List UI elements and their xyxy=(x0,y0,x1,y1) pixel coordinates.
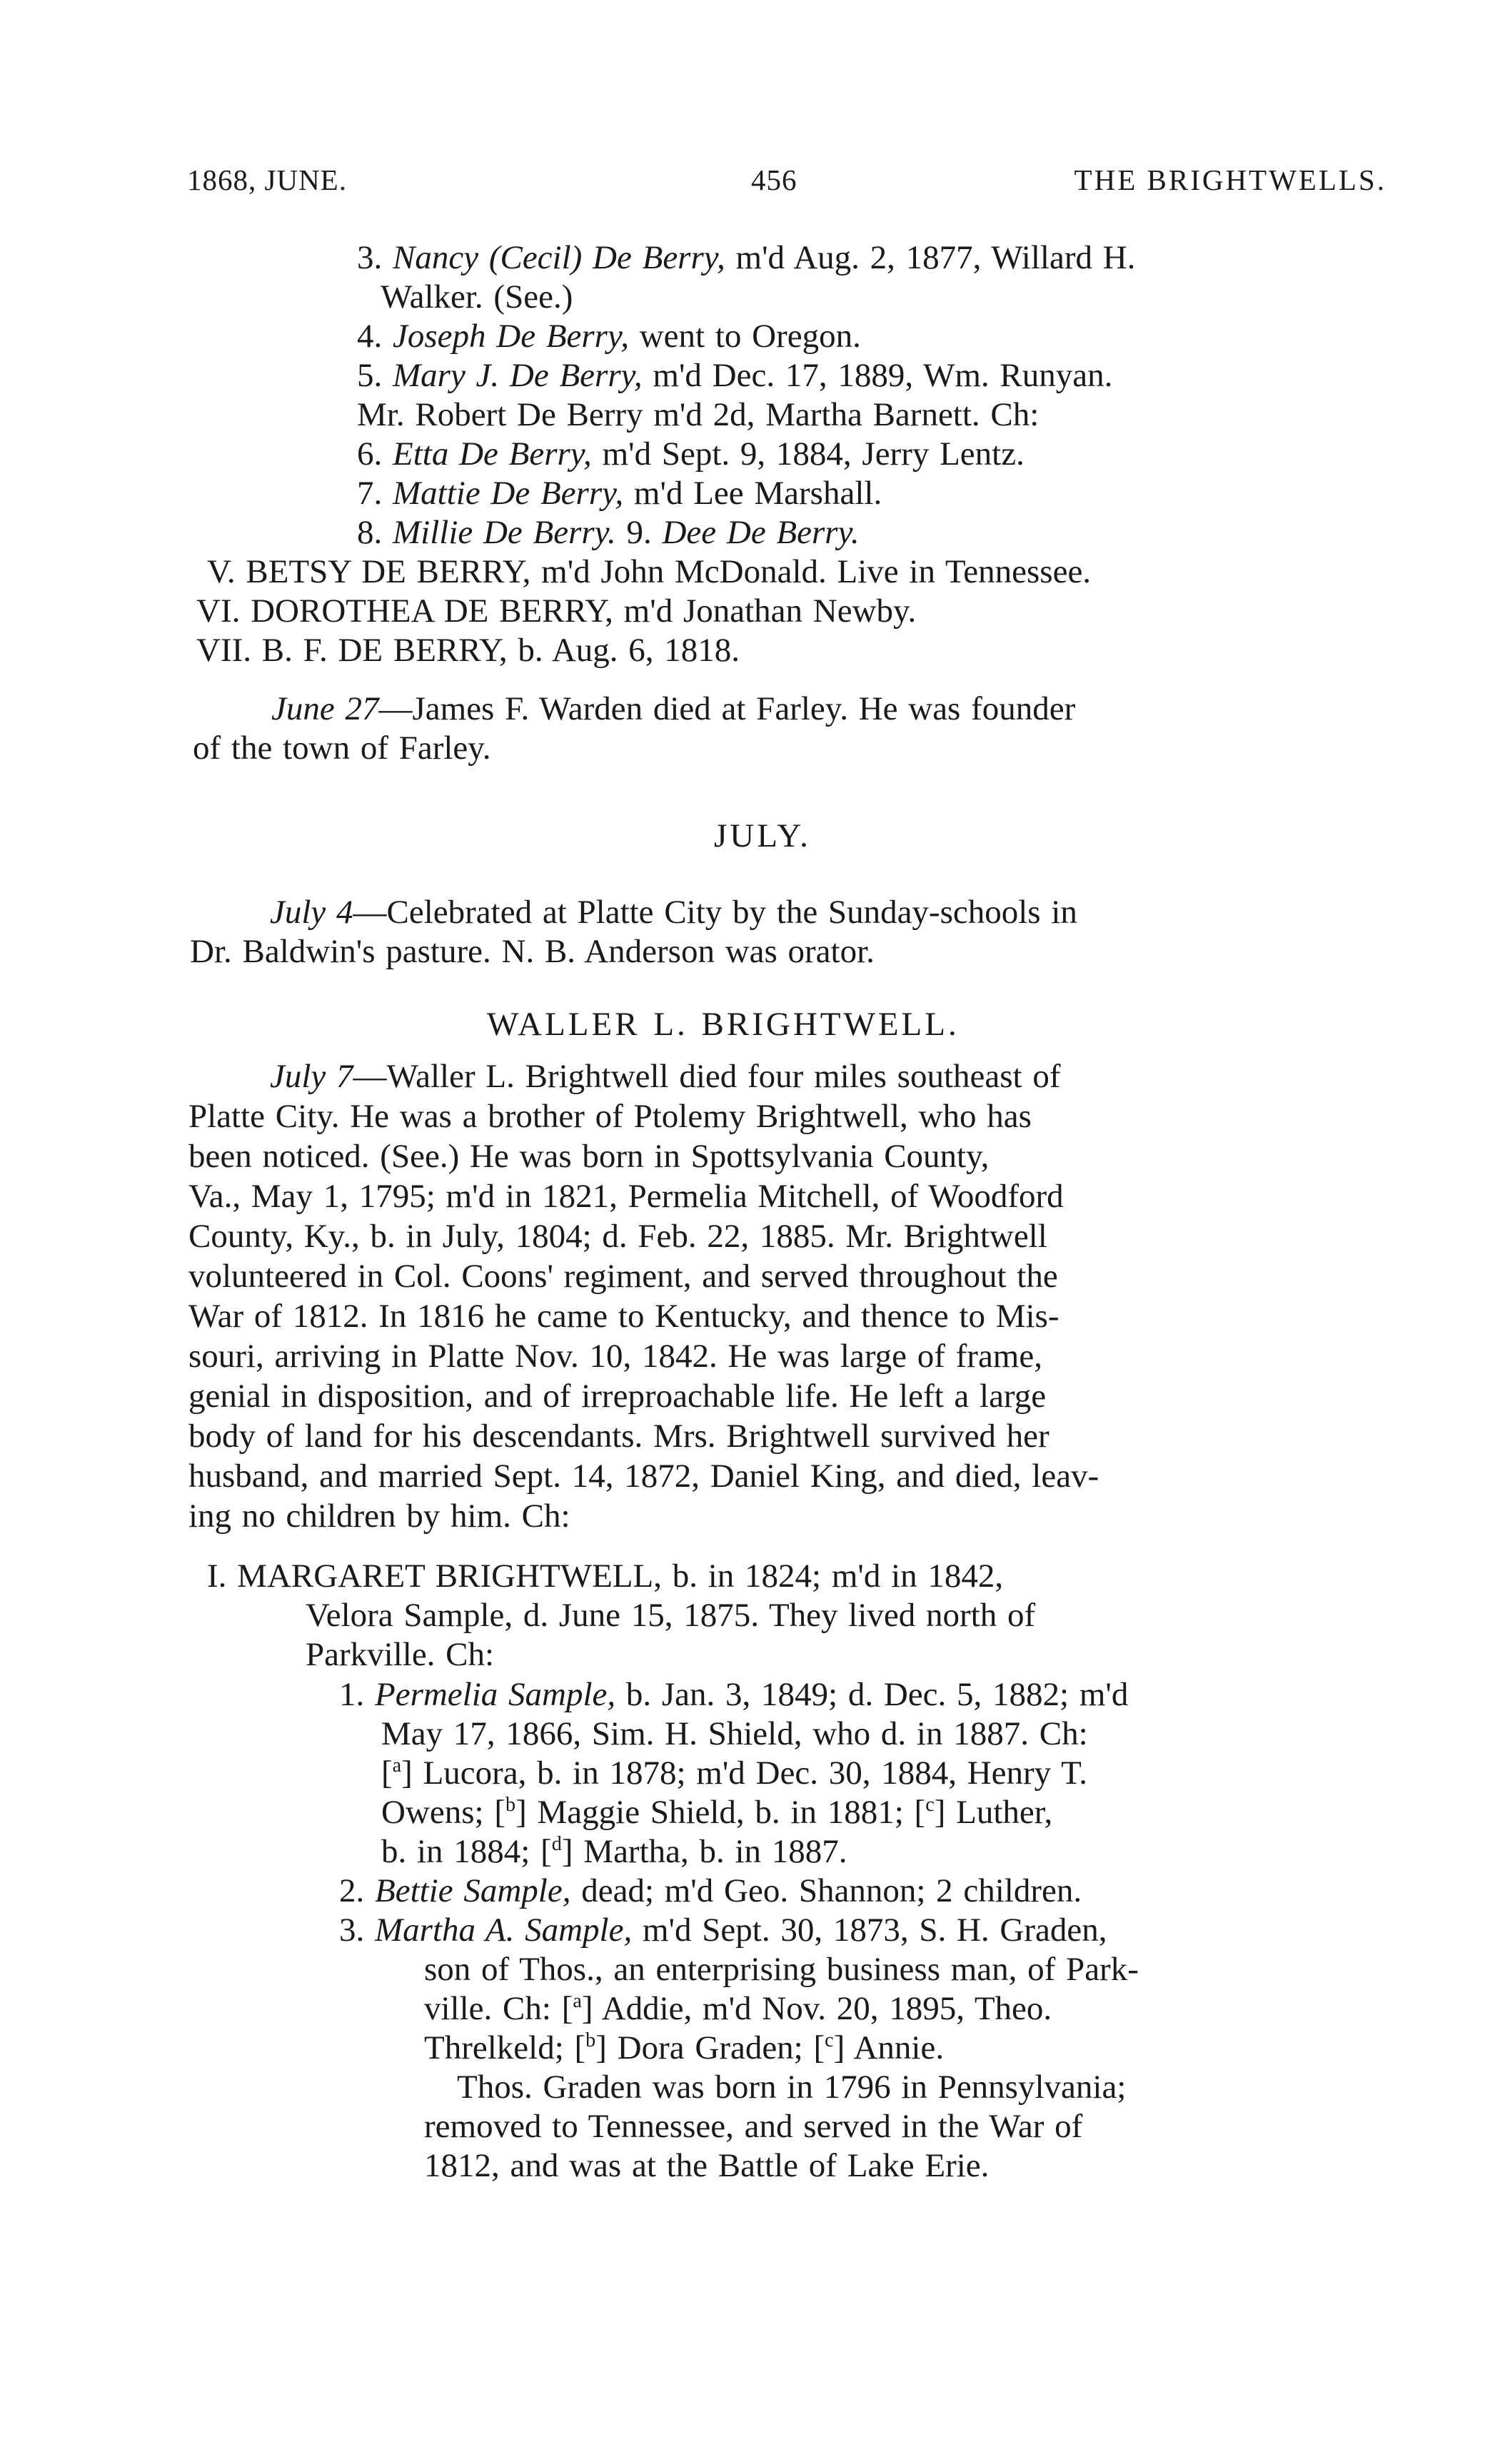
text-line: Thos. Graden was born in 1796 in Pennsylvania; xyxy=(457,2069,1127,2106)
text-line: son of Thos., an enterprising business man, of Park- xyxy=(424,1951,1139,1988)
section-heading: JULY. xyxy=(714,817,811,854)
text-line: volunteered in Col. Coons' regiment, and served throughout the xyxy=(188,1258,1058,1295)
text-line: 3. Nancy (Cecil) De Berry, m'd Aug. 2, 1877, Willard H. xyxy=(357,239,1136,276)
text-line: VII. B. F. DE BERRY, b. Aug. 6, 1818. xyxy=(196,632,740,669)
text-line: 1. Permelia Sample, b. Jan. 3, 1849; d. Dec. 5, 1882; m'd xyxy=(339,1676,1129,1713)
text-line: husband, and married Sept. 14, 1872, Daniel King, and died, leav- xyxy=(188,1458,1099,1495)
text-line: Platte City. He was a brother of Ptolemy Brightwell, who has xyxy=(188,1098,1032,1135)
text-line: County, Ky., b. in July, 1804; d. Feb. 22, 1885. Mr. Brightwell xyxy=(188,1218,1047,1255)
text-line: 5. Mary J. De Berry, m'd Dec. 17, 1889, Wm. Runyan. xyxy=(357,357,1113,394)
header-date: 1868, JUNE. xyxy=(187,163,347,196)
text-line: ing no children by him. Ch: xyxy=(188,1498,570,1535)
text-line: 7. Mattie De Berry, m'd Lee Marshall. xyxy=(357,475,882,512)
text-line: July 7—Waller L. Brightwell died four miles southeast of xyxy=(270,1058,1061,1095)
header-title: THE BRIGHTWELLS. xyxy=(1074,163,1386,196)
text-line: Threlkeld; [$^b$] Dora Graden; [$^c$] Annie. xyxy=(424,2029,945,2066)
text-line: V. BETSY DE BERRY, m'd John McDonald. Live in Tennessee. xyxy=(207,553,1092,590)
text-line: of the town of Farley. xyxy=(193,729,491,767)
text-line: body of land for his descendants. Mrs. Brightwell survived her xyxy=(188,1418,1050,1455)
text-line: 2. Bettie Sample, dead; m'd Geo. Shannon; 2 children. xyxy=(339,1872,1082,1909)
text-line: [$^a$] Lucora, b. in 1878; m'd Dec. 30, 1884, Henry T. xyxy=(381,1754,1088,1792)
text-line: Mr. Robert De Berry m'd 2d, Martha Barnett. Ch: xyxy=(357,396,1040,433)
text-line: 6. Etta De Berry, m'd Sept. 9, 1884, Jerry Lentz. xyxy=(357,435,1025,473)
text-line: Parkville. Ch: xyxy=(306,1636,495,1673)
text-line: Dr. Baldwin's pasture. N. B. Anderson was orator. xyxy=(190,933,875,970)
text-line: Va., May 1, 1795; m'd in 1821, Permelia Mitchell, of Woodford xyxy=(188,1178,1064,1215)
text-line: b. in 1884; [$^d$] Martha, b. in 1887. xyxy=(381,1833,847,1870)
text-line: Velora Sample, d. June 15, 1875. They lived north of xyxy=(306,1597,1036,1634)
text-line: I. MARGARET BRIGHTWELL, b. in 1824; m'd in 1842, xyxy=(207,1557,1004,1595)
text-line: 8. Millie De Berry. 9. Dee De Berry. xyxy=(357,514,860,551)
text-line: July 4—Celebrated at Platte City by the Sunday-schools in xyxy=(270,894,1077,931)
running-header xyxy=(187,163,1386,206)
text-line: War of 1812. In 1816 he came to Kentucky, and thence to Mis- xyxy=(188,1298,1059,1335)
text-line: genial in disposition, and of irreproachable life. He left a large xyxy=(188,1378,1047,1415)
section-heading: WALLER L. BRIGHTWELL. xyxy=(487,1006,960,1043)
text-line: been noticed. (See.) He was born in Spottsylvania County, xyxy=(188,1138,990,1175)
text-line: souri, arriving in Platte Nov. 10, 1842. He was large of frame, xyxy=(188,1338,1042,1375)
text-line: Walker. (See.) xyxy=(381,278,573,315)
text-line: VI. DOROTHEA DE BERRY, m'd Jonathan Newby. xyxy=(196,592,917,630)
text-line: Owens; [$^b$] Maggie Shield, b. in 1881; [$^c$] Luther, xyxy=(381,1794,1053,1831)
text-line: removed to Tennessee, and served in the War of xyxy=(424,2108,1083,2145)
text-line: ville. Ch: [$^a$] Addie, m'd Nov. 20, 1895, Theo. xyxy=(424,1990,1052,2027)
text-line: 4. Joseph De Berry, went to Oregon. xyxy=(357,318,861,355)
text-line: 3. Martha A. Sample, m'd Sept. 30, 1873, S. H. Graden, xyxy=(339,1912,1107,1949)
text-line: 1812, and was at the Battle of Lake Erie. xyxy=(424,2147,990,2184)
text-line: May 17, 1866, Sim. H. Shield, who d. in 1887. Ch: xyxy=(381,1715,1088,1752)
page-number: 456 xyxy=(751,163,797,196)
text-line: June 27—James F. Warden died at Farley. He was founder xyxy=(271,690,1076,727)
